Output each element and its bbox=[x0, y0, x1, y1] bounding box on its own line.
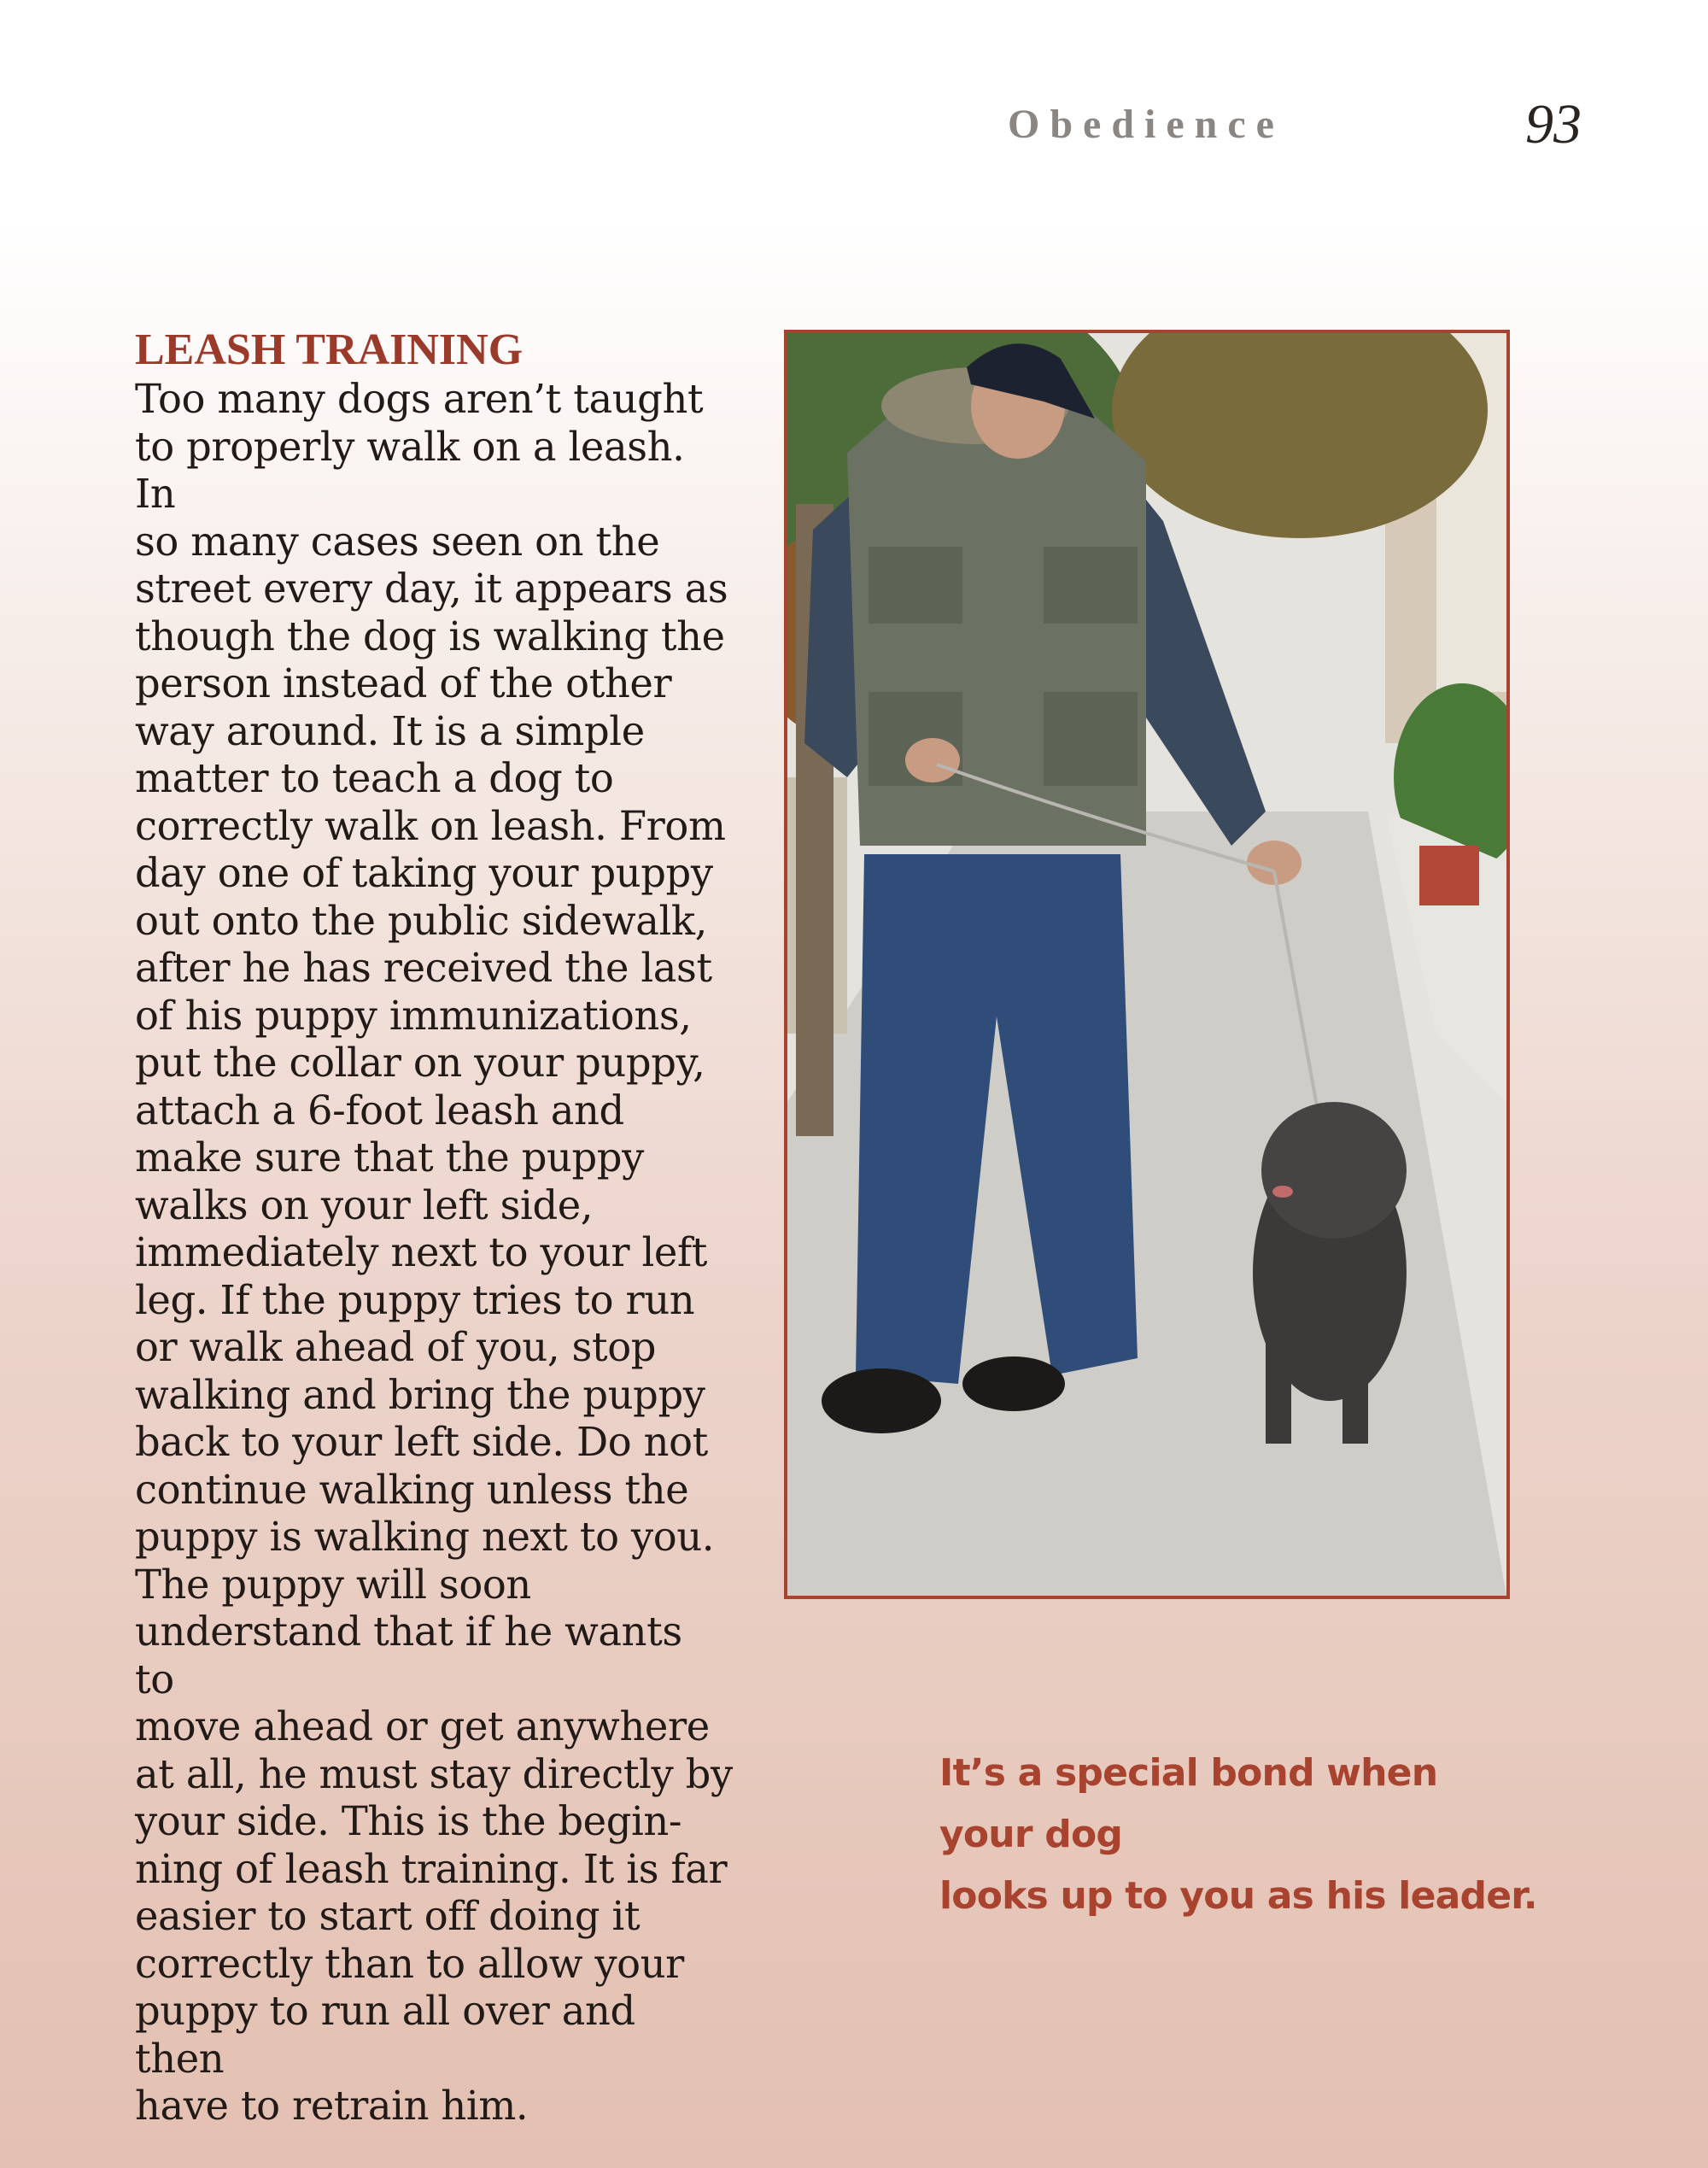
running-head: Obedience bbox=[1008, 102, 1284, 147]
photo-caption: It’s a special bond when your dog looks up to you as his leader. bbox=[939, 1751, 1537, 1918]
red-planter bbox=[1419, 846, 1479, 905]
dog-head bbox=[1261, 1102, 1407, 1239]
vest-pocket-lower-right bbox=[1044, 692, 1138, 786]
dog-leg-left bbox=[1266, 1324, 1291, 1444]
vest-pocket-left bbox=[869, 547, 962, 624]
photo-frame bbox=[784, 330, 1510, 1599]
man-walking-dog-photo bbox=[787, 333, 1506, 1596]
body-text: Too many dogs aren’t taught to properly walk on a leash. In so many cases seen on the street every day, it appears as though the dog is walking the person instead of the other way around. It is a simple matter to teach a dog to correctly walk on leash. From day one of taking your puppy out onto the public sidewalk, after he has received the last of his puppy immunizations, put the collar on your puppy, attach a 6-foot leash and make sure that the puppy walks on your left side, immediately next to your left leg. If the puppy tries to run or walk ahead of you, stop walking and bring the puppy back to your left side. Do not continue walking unless the puppy is walking next to you. The puppy will soon understand that if he wants to move ahead or get anywhere at all, he must stay directly by your side. This is the begin- ning of leash training. It is far easier to start off doing it correctly than to allow your puppy to run all over and then have to retrain him. bbox=[135, 376, 733, 2129]
left-shoe bbox=[822, 1368, 941, 1433]
left-hand bbox=[905, 738, 960, 782]
right-shoe bbox=[962, 1356, 1065, 1411]
page-number: 93 bbox=[1525, 93, 1582, 155]
dog-tongue bbox=[1272, 1186, 1293, 1198]
vest-pocket-right bbox=[1044, 547, 1138, 624]
dog-leg-right bbox=[1342, 1324, 1368, 1444]
section-title: LEASH TRAINING bbox=[135, 325, 524, 374]
